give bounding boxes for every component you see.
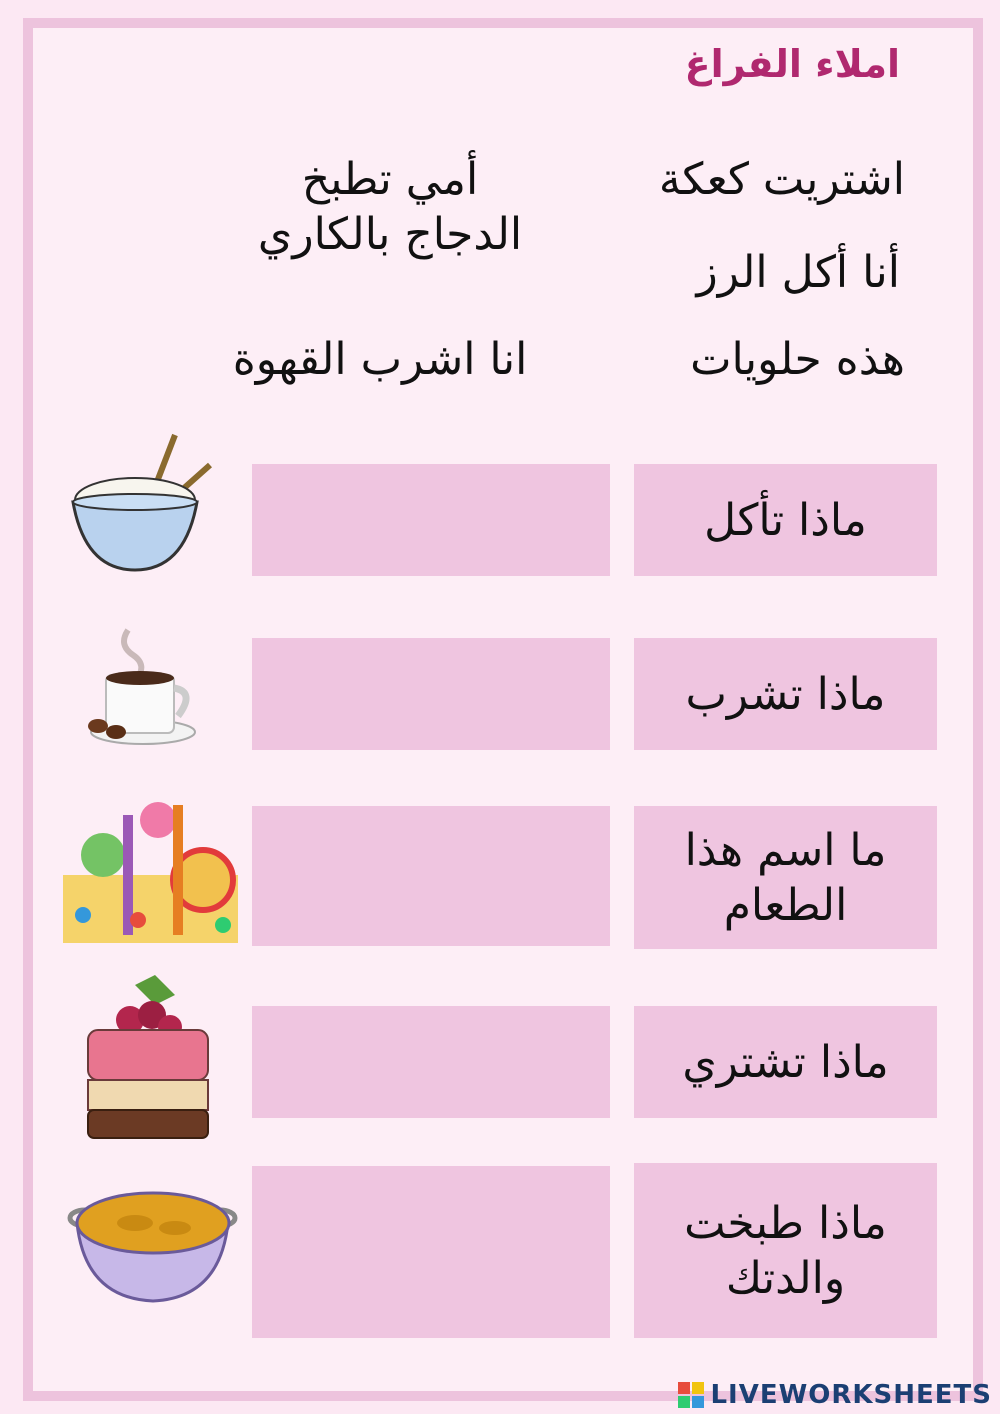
word-bank-item: أمي تطبخ الدجاج بالكاري (257, 154, 523, 260)
question-box (634, 1163, 937, 1338)
rice-bowl-icon (65, 430, 215, 580)
liveworksheets-logo-icon (678, 1382, 704, 1408)
cake-icon (80, 975, 215, 1143)
word-bank-item: أنا أكل الرز (696, 247, 900, 298)
curry-pot-icon (65, 1183, 240, 1308)
brand-footer (678, 1380, 992, 1410)
question-text: ماذا طبخت والدتك (684, 1197, 887, 1304)
word-bank-item: اشتريت كعكة (658, 154, 905, 205)
brand-text: LIVEWORKSHEETS (710, 1380, 992, 1410)
answer-field[interactable] (252, 1006, 610, 1118)
answer-field[interactable] (252, 638, 610, 750)
answer-field[interactable] (252, 806, 610, 946)
question-text: ما اسم هذا الطعام (684, 824, 887, 931)
word-bank-item: انا اشرب القهوة (232, 334, 528, 385)
coffee-cup-icon (78, 620, 198, 750)
question-text: ماذا تأكل (704, 494, 867, 546)
question-box (634, 1006, 937, 1118)
page-title: املاء الفراغ (684, 42, 900, 86)
answer-field[interactable] (252, 1166, 610, 1338)
question-box (634, 464, 937, 576)
question-text: ماذا تشرب (685, 668, 886, 720)
question-box (634, 806, 937, 949)
word-bank-item: هذه حلويات (690, 334, 905, 385)
answer-field[interactable] (252, 464, 610, 576)
candies-icon (63, 795, 238, 943)
question-text: ماذا تشتري (682, 1036, 889, 1088)
question-box (634, 638, 937, 750)
